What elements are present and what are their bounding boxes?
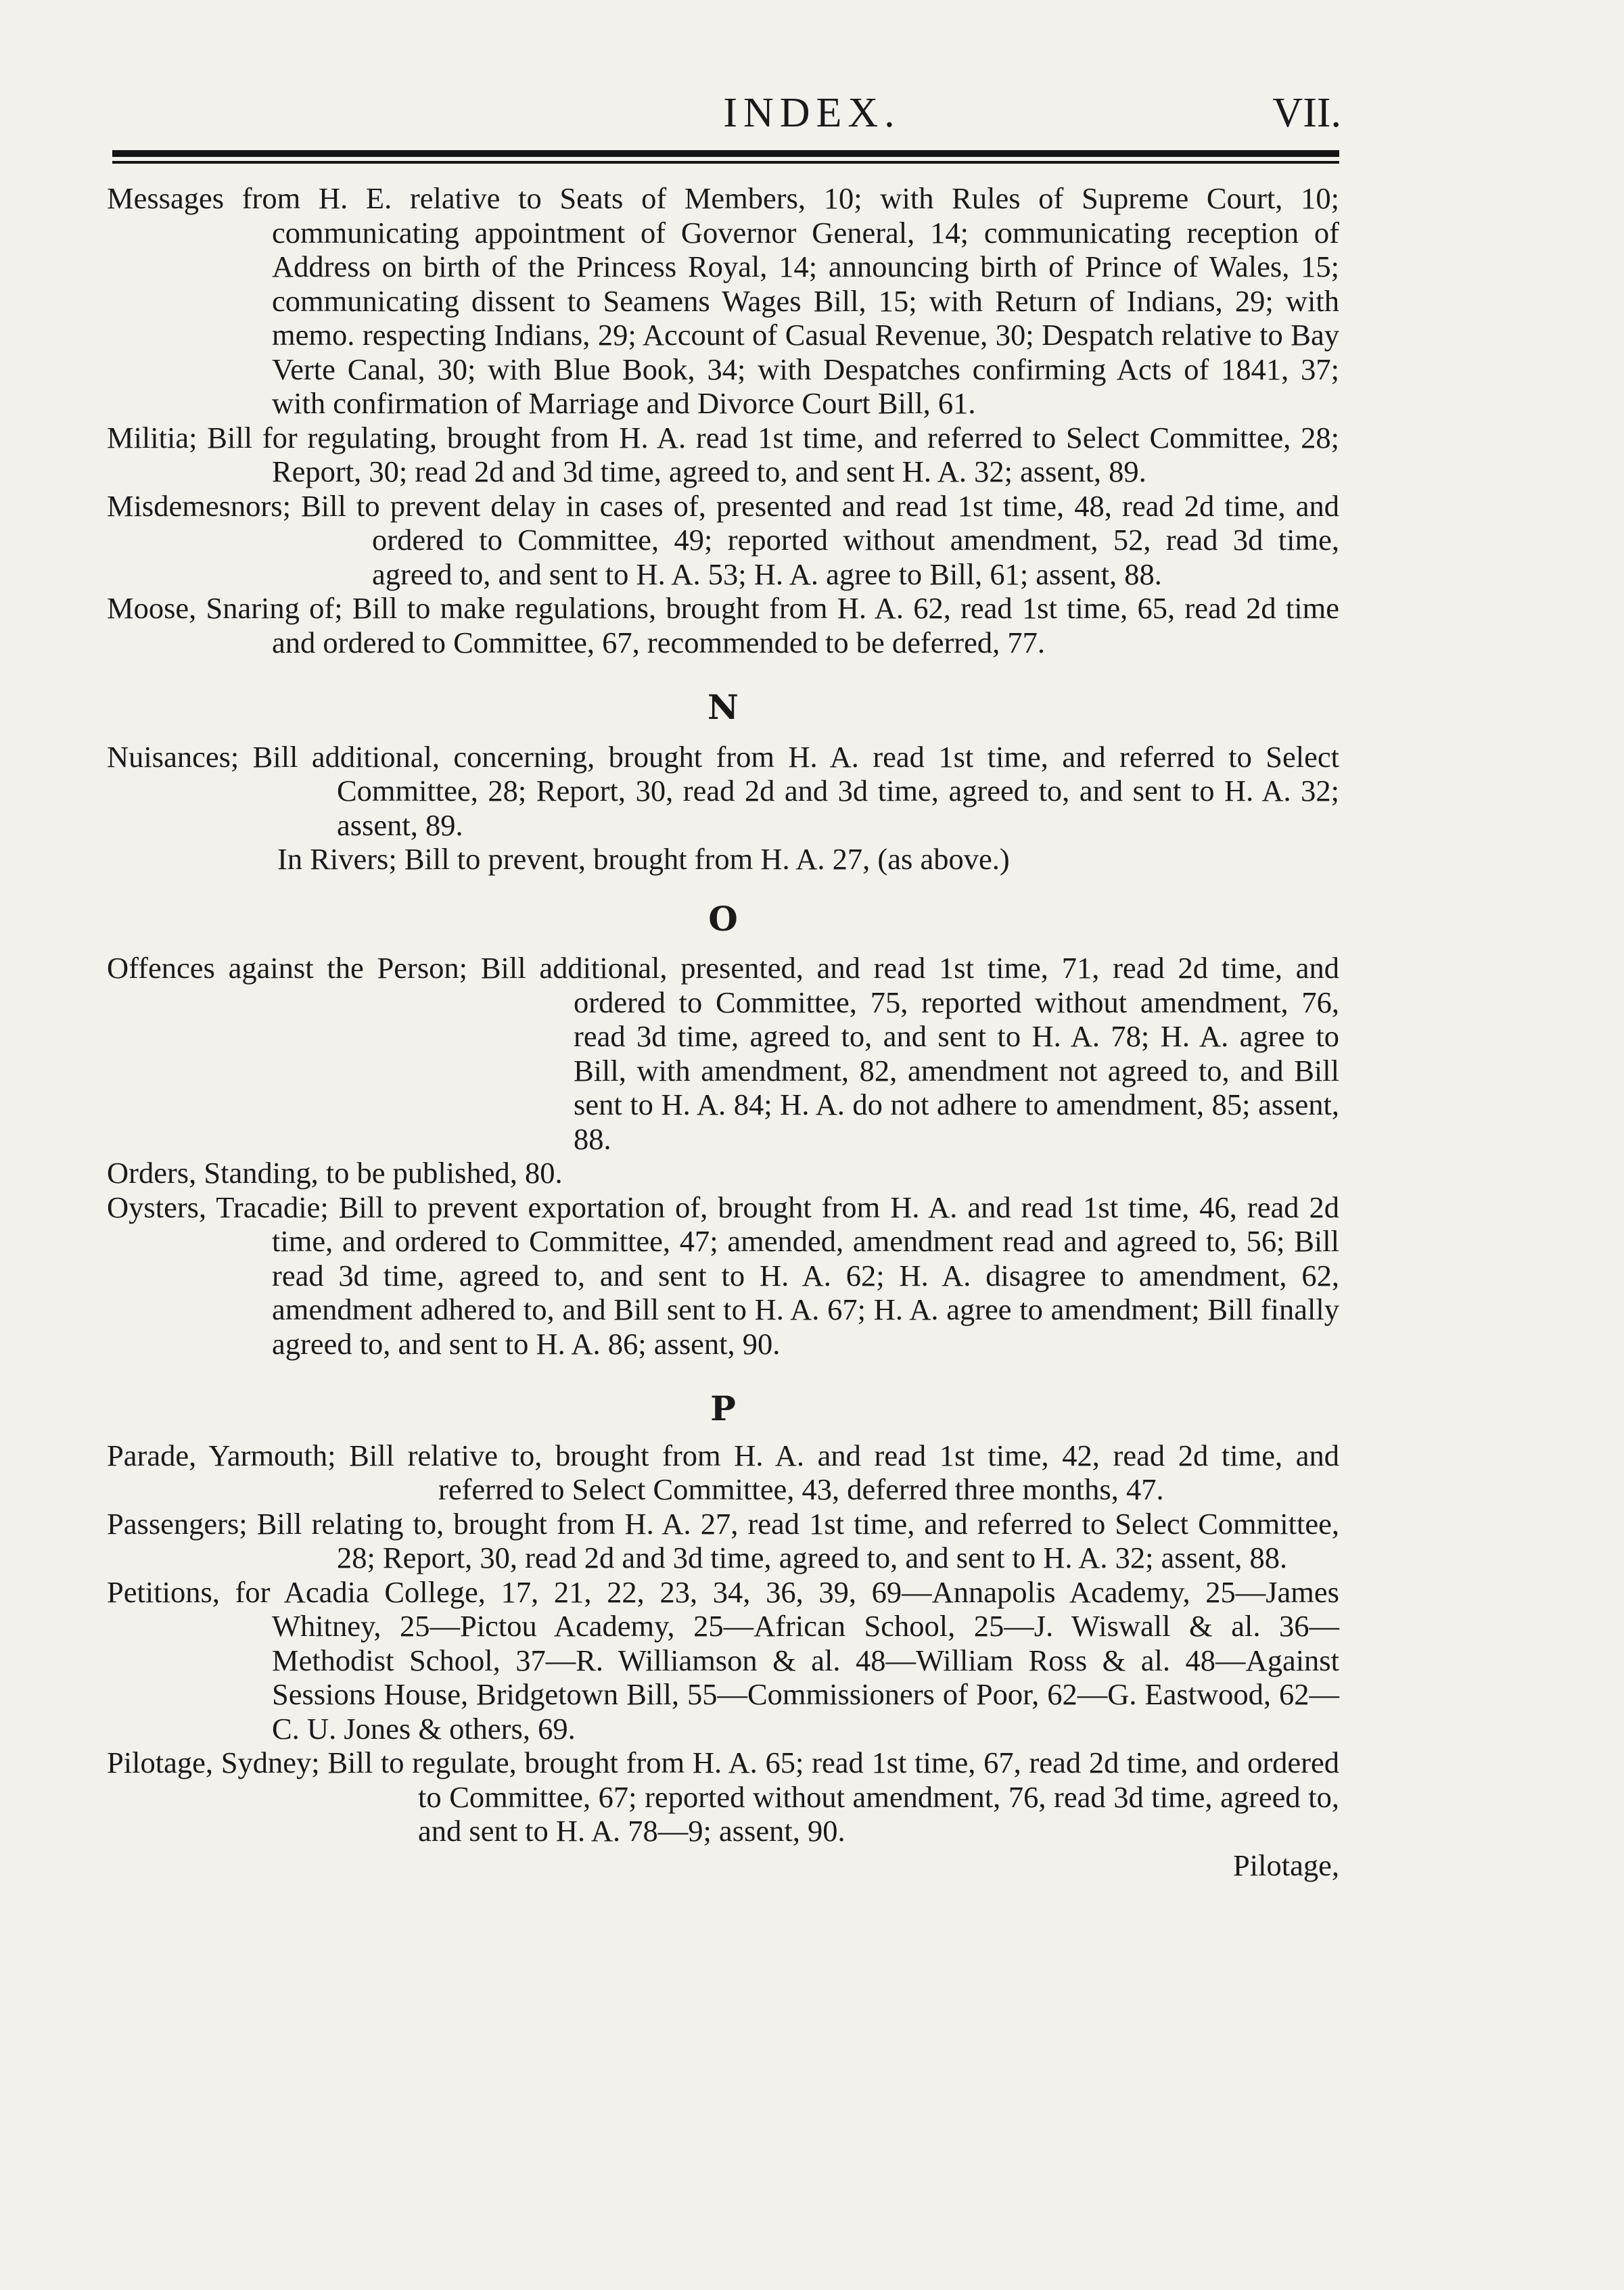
index-entry-nuisances: Nuisances; Bill additional, concerning, brought from H. A. read 1st time, and referred to Select Committee, 28; Report, 30, read 2d and 3d time, agreed to, and sent to H. A. 32; assent, 89. bbox=[107, 739, 1339, 842]
index-body bbox=[107, 181, 1339, 1882]
index-entry-orders: Orders, Standing, to be published, 80. bbox=[107, 1156, 563, 1190]
header-rule-thick bbox=[112, 150, 1339, 157]
index-entry-in-rivers: In Rivers; Bill to prevent, brought from H. A. 27, (as above.) bbox=[277, 842, 1010, 876]
index-entry-moose: Moose, Snaring of; Bill to make regulations, brought from H. A. 62, read 1st time, 65, read 2d time and ordered to Committee, 67, recommended to be deferred, 77. bbox=[107, 591, 1339, 659]
section-letter-n: N bbox=[707, 687, 739, 727]
index-entry-messages: Messages from H. E. relative to Seats of Members, 10; with Rules of Supreme Court, 10; communicating appointment of Governor General, 14; communicating reception of Address on birth of the Princess Royal, 14; announcing birth of Prince of Wales, 15; communicating dissent to Seamens Wages Bill, 15; with Return of Indians, 29; with memo. respecting Indians, 29; Account of Casual Revenue, 30; Despatch relative to Bay Verte Canal, 30; with Blue Book, 34; with Despatches confirming Acts of 1841, 37; with confirmation of Marriage and Divorce Court Bill, 61. bbox=[107, 181, 1339, 420]
header-rule-thin bbox=[112, 161, 1339, 164]
index-entry-offences: Offences against the Person; Bill additional, presented, and read 1st time, 71, read 2d time, and ordered to Committee, 75, reported without amendment, 76, read 3d time, agreed to, and sent to H. A. 78; H. A. agree to Bill, with amendment, 82, amendment not agreed to, and Bill sent to H. A. 84; H. A. do not adhere to amendment, 85; assent, 88. bbox=[107, 951, 1339, 1156]
index-entry-oysters: Oysters, Tracadie; Bill to prevent exportation of, brought from H. A. and read 1st time, 46, read 2d time, and ordered to Committee, 47; amended, amendment read and agreed to, 56; Bill read 3d time, agreed to, and sent to H. A. 62; H. A. disagree to amendment, 62, amendment adhered to, and Bill sent to H. A. 67; H. A. agree to amendment; Bill finally agreed to, and sent to H. A. 86; assent, 90. bbox=[107, 1190, 1339, 1361]
index-entry-passengers: Passengers; Bill relating to, brought from H. A. 27, read 1st time, and referred to Select Committee, 28; Report, 30, read 2d and 3d time, agreed to, and sent to H. A. 32; assent, 88. bbox=[107, 1506, 1339, 1574]
index-entry-pilotage: Pilotage, Sydney; Bill to regulate, brought from H. A. 65; read 1st time, 67, read 2d time, and ordered to Committee, 67; reported without amendment, 76, read 3d time, agreed to, and sent to H. A. 78—9; assent, 90. bbox=[107, 1746, 1339, 1848]
index-entry-parade: Parade, Yarmouth; Bill relative to, brought from H. A. and read 1st time, 42, read 2d time, and referred to Select Committee, 43, deferred three months, 47. bbox=[107, 1438, 1339, 1506]
index-entry-militia: Militia; Bill for regulating, brought from H. A. read 1st time, and referred to Select Committee, 28; Report, 30; read 2d and 3d time, agreed to, and sent H. A. 32; assent, 89. bbox=[107, 420, 1339, 488]
index-entry-petitions: Petitions, for Acadia College, 17, 21, 22, 23, 34, 36, 39, 69—Annapolis Academy, 25—James Whitney, 25—Pictou Academy, 25—African School, 25—J. Wiswall & al. 36—Methodist School, 37—R. Williamson & al. 48—William Ross & al. 48—Against Sessions House, Bridgetown Bill, 55—Commissioners of Poor, 62—G. Eastwood, 62—C. U. Jones & others, 69. bbox=[107, 1574, 1339, 1746]
section-letter-p: P bbox=[710, 1388, 736, 1428]
page-number: VII. bbox=[1272, 90, 1341, 136]
page-title: INDEX. bbox=[723, 90, 901, 136]
index-entry-misdemesnors: Misdemesnors; Bill to prevent delay in cases of, presented and read 1st time, 48, read 2d time, and ordered to Committee, 49; reported without amendment, 52, read 3d time, agreed to, and sent to H. A. 53; H. A. agree to Bill, 61; assent, 88. bbox=[107, 488, 1339, 591]
section-letter-o: O bbox=[708, 898, 738, 939]
catchword: Pilotage, bbox=[1233, 1848, 1339, 1882]
